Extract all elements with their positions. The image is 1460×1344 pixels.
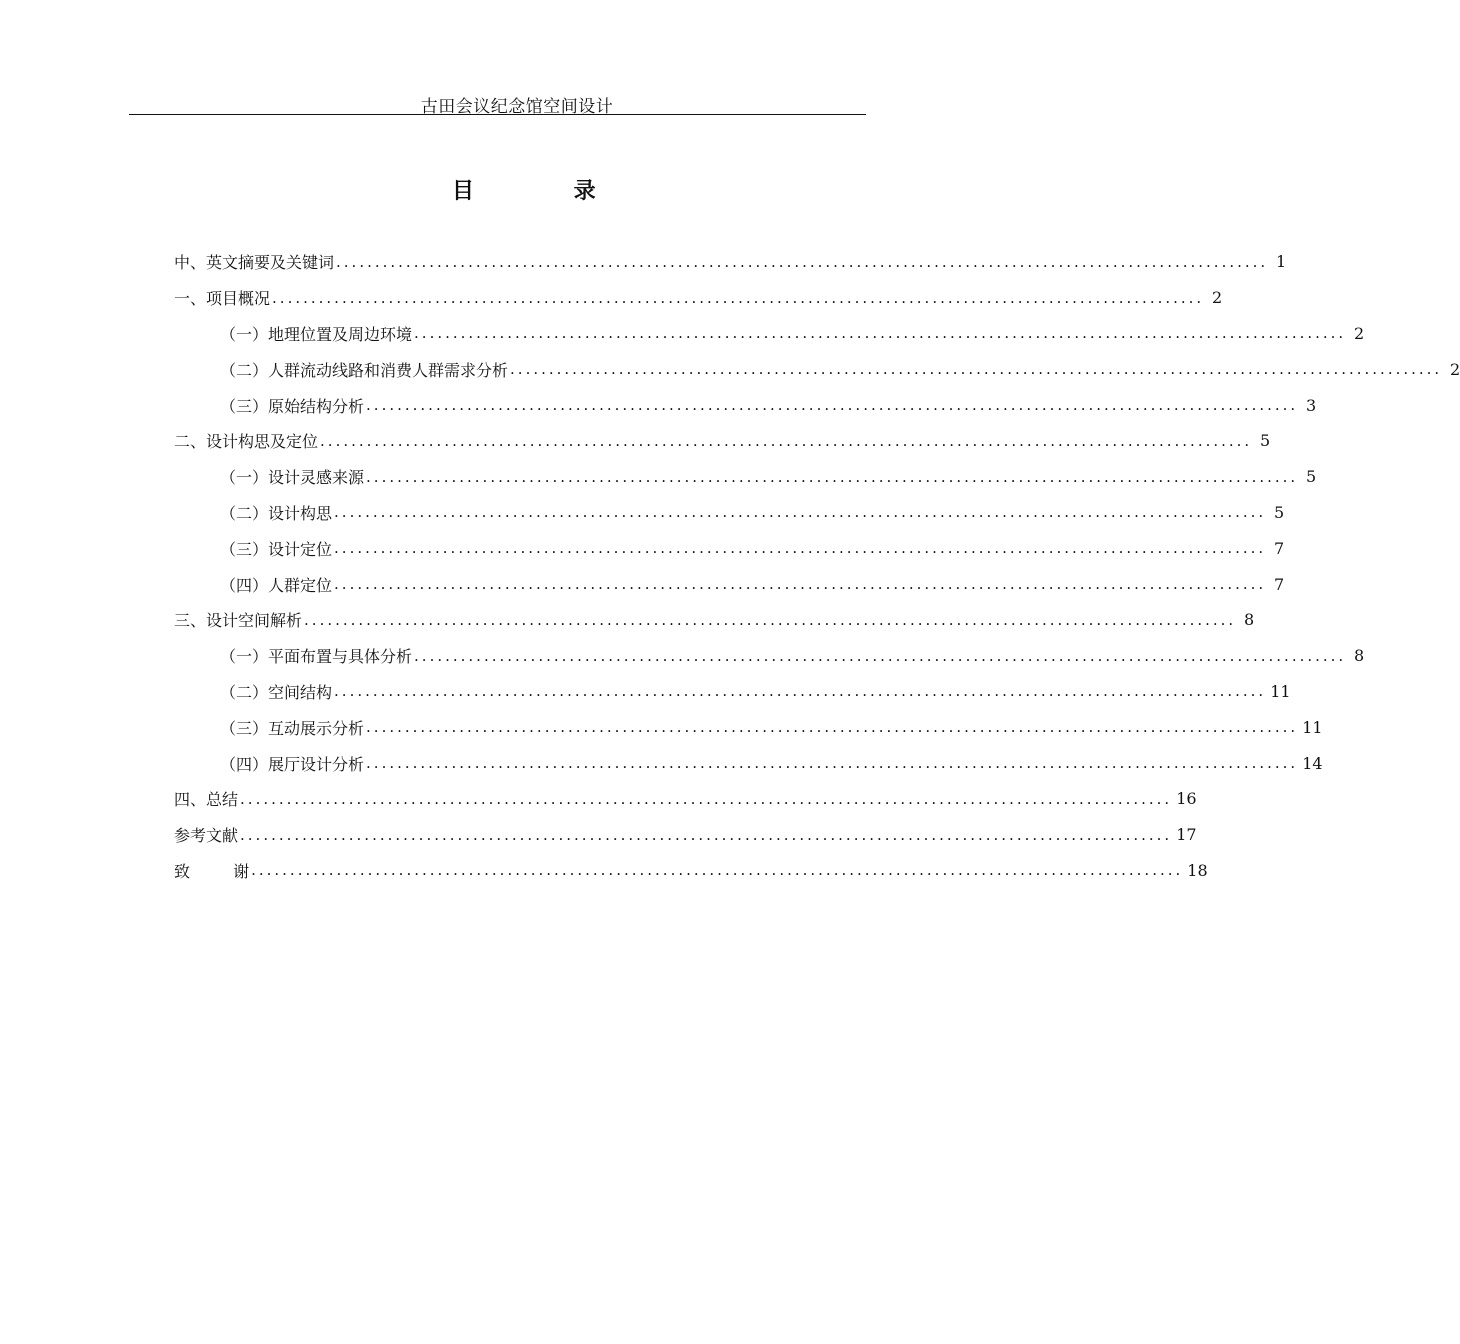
toc-entry-label: 设计定位 [268, 539, 333, 559]
toc-entry-page-number: 11 [1270, 681, 1291, 701]
toc-dot-leader: ........................................................................................................................ [414, 646, 1347, 665]
toc-entry[interactable] [174, 351, 1460, 387]
toc-entry-number: （一） [220, 324, 269, 344]
header-rule [129, 114, 866, 115]
toc-dot-leader: ........................................................................................................................ [240, 789, 1173, 808]
toc-entry[interactable] [174, 674, 1291, 710]
toc-entry-number: 四、 [174, 790, 207, 810]
toc-entry-label: 设计构思 [268, 503, 333, 523]
toc-entry-page-number: 5 [1260, 431, 1271, 451]
toc-entry-page-number: 14 [1302, 753, 1323, 773]
toc-entry-number: （二） [220, 682, 269, 702]
toc-dot-leader: ........................................................................................................................ [334, 503, 1267, 522]
toc-dot-leader: ........................................................................................................................ [304, 610, 1237, 629]
toc-dot-leader: ........................................................................................................................ [251, 861, 1184, 880]
toc-entry[interactable] [174, 602, 1255, 638]
toc-entry-page-number: 7 [1274, 574, 1285, 594]
toc-entry-number: 二、 [174, 432, 207, 452]
toc-entry-label: 人群定位 [268, 575, 333, 595]
toc-entry-number: （二） [220, 503, 269, 523]
toc-entry-label: 参考文献 [174, 826, 239, 846]
toc-dot-leader: ........................................................................................................................ [366, 718, 1299, 737]
toc-dot-leader: ........................................................................................................................ [320, 431, 1253, 450]
toc-entry-page-number: 8 [1244, 610, 1255, 630]
toc-entry-page-number: 7 [1274, 538, 1285, 558]
toc-entry-page-number: 17 [1176, 825, 1197, 845]
toc-entry[interactable] [174, 459, 1317, 495]
toc-entry-number: 一、 [174, 289, 207, 309]
toc-entry-label: 平面布置与具体分析 [268, 647, 413, 667]
toc-entry-page-number: 5 [1306, 467, 1317, 487]
toc-entry[interactable] [174, 745, 1323, 781]
toc-dot-leader: ........................................................................................................................ [334, 575, 1267, 594]
toc-entry-label: 项目概况 [206, 289, 271, 309]
toc-entry-page-number: 18 [1187, 860, 1208, 880]
toc-title: 目 录 [452, 178, 642, 204]
toc-entry-number: （二） [220, 360, 269, 380]
toc-entry-page-number: 2 [1450, 359, 1460, 379]
toc-entry-label: 设计构思及定位 [206, 432, 319, 452]
toc-entry[interactable] [174, 638, 1365, 674]
toc-entry[interactable] [174, 280, 1223, 316]
toc-entry[interactable] [174, 423, 1271, 459]
toc-entry-number: 三、 [174, 611, 207, 631]
toc-entry-number: （三） [220, 539, 269, 559]
toc-entry-label: 地理位置及周边环境 [268, 324, 413, 344]
toc-entry-page-number: 2 [1212, 288, 1223, 308]
toc-entry[interactable] [174, 817, 1197, 853]
toc-entry[interactable] [174, 387, 1317, 423]
toc-entry-number: （三） [220, 718, 269, 738]
toc-dot-leader: ........................................................................................................................ [334, 682, 1267, 701]
toc-entry[interactable] [174, 316, 1365, 352]
toc-entry-page-number: 3 [1306, 395, 1317, 415]
toc-entry-label: 设计灵感来源 [268, 468, 365, 488]
toc-dot-leader: ........................................................................................................................ [240, 825, 1173, 844]
toc-entry-page-number: 11 [1302, 717, 1323, 737]
toc-entry-label: 设计空间解析 [206, 611, 303, 631]
table-of-contents [174, 244, 1460, 888]
toc-dot-leader: ........................................................................................................................ [414, 324, 1347, 343]
toc-entry-page-number: 8 [1354, 646, 1365, 666]
toc-entry-label: 人群流动线路和消费人群需求分析 [268, 360, 509, 380]
toc-entry-label: 总结 [206, 790, 239, 810]
toc-entry-page-number: 2 [1354, 323, 1365, 343]
toc-entry-page-number: 16 [1176, 789, 1197, 809]
toc-entry[interactable] [174, 495, 1285, 531]
toc-dot-leader: ........................................................................................................................ [510, 360, 1443, 379]
toc-entry[interactable] [174, 530, 1285, 566]
toc-entry-label: 中、英文摘要及关键词 [174, 253, 335, 273]
toc-entry[interactable] [174, 781, 1197, 817]
toc-entry-label: 原始结构分析 [268, 396, 365, 416]
toc-entry-number: （三） [220, 396, 269, 416]
toc-dot-leader: ........................................................................................................................ [366, 396, 1299, 415]
toc-entry-page-number: 1 [1276, 252, 1287, 272]
toc-entry-label: 互动展示分析 [268, 718, 365, 738]
toc-entry-page-number: 5 [1274, 502, 1285, 522]
toc-dot-leader: ........................................................................................................................ [366, 754, 1299, 773]
toc-entry-label: 展厅设计分析 [268, 754, 365, 774]
toc-entry-number: （四） [220, 575, 269, 595]
toc-dot-leader: ........................................................................................................................ [336, 252, 1269, 271]
toc-entry-label: 空间结构 [268, 682, 333, 702]
toc-entry-number: （四） [220, 754, 269, 774]
toc-entry-number: （一） [220, 647, 269, 667]
toc-dot-leader: ........................................................................................................................ [272, 288, 1205, 307]
toc-dot-leader: ........................................................................................................................ [366, 467, 1299, 486]
toc-entry-label: 致 谢 [174, 861, 250, 881]
toc-entry[interactable] [174, 709, 1323, 745]
toc-entry-number: （一） [220, 468, 269, 488]
toc-dot-leader: ........................................................................................................................ [334, 539, 1267, 558]
toc-entry[interactable] [174, 853, 1208, 889]
running-header-title: 古田会议纪念馆空间设计 [420, 97, 614, 117]
toc-entry[interactable] [174, 244, 1287, 280]
toc-entry[interactable] [174, 566, 1285, 602]
